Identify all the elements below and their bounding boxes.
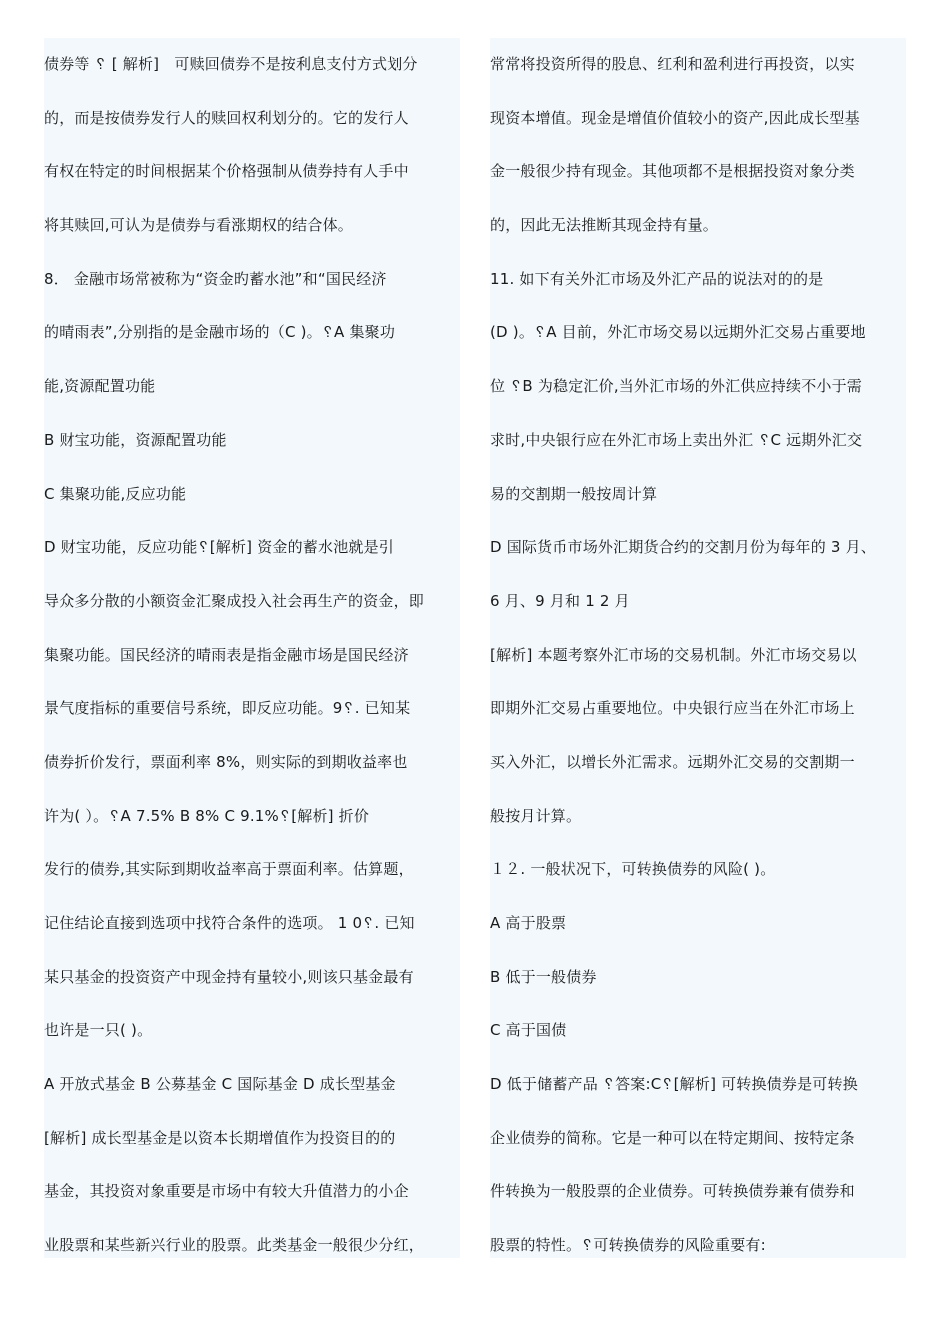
option-b: B 低于一般债券 bbox=[490, 967, 597, 986]
option-d: D 国际货币市场外汇期货合约的交割月份为每年的 3 月、 bbox=[490, 538, 877, 557]
option-a: A 高于股票 bbox=[490, 914, 567, 932]
text-line: 位 ␦B 为稳定汇价,当外汇市场的外汇供应持续不小于需 bbox=[490, 377, 862, 396]
text-line: (D )。␦A 目前，外汇市场交易以远期外汇交易占重要地 bbox=[490, 323, 866, 342]
text-line: 即期外汇交易占重要地位。中央银行应当在外汇市场上 bbox=[490, 699, 855, 718]
option-c: C 高于国债 bbox=[490, 1021, 567, 1040]
option-d: D 低于储蓄产品 ␦答案:C␦[解析] 可转换债券是可转换 bbox=[490, 1075, 858, 1094]
text-line: 常常将投资所得的股息、红利和盈利进行再投资，以实 bbox=[490, 55, 855, 73]
text-line: 集聚功能。国民经济的晴雨表是指金融市场是国民经济 bbox=[44, 645, 409, 664]
options-line: A 开放式基金 B 公募基金 C 国际基金 D 成长型基金 bbox=[44, 1075, 396, 1094]
text-line: 的晴雨表”,分别指的是金融市场的（C )。␦A 集聚功 bbox=[44, 323, 396, 342]
text-line: 景气度指标的重要信号系统，即反应功能。9␦. 已知某 bbox=[44, 699, 411, 718]
text-line: 有权在特定的时间根据某个价格强制从债券持有人手中 bbox=[44, 162, 409, 181]
option-b: B 财宝功能，资源配置功能 bbox=[44, 430, 227, 449]
text-line: 股票的特性。␦可转换债券的风险重要有: bbox=[490, 1236, 766, 1255]
text-line: 买入外汇，以增长外汇需求。远期外汇交易的交割期一 bbox=[490, 752, 855, 771]
text-line: 现资本增值。现金是增值价值较小的资产,因此成长型基 bbox=[490, 108, 860, 127]
text-line: 的，因此无法推断其现金持有量。 bbox=[490, 216, 719, 235]
text-line: 般按月计算。 bbox=[490, 806, 582, 825]
text-line: 易的交割期一般按周计算 bbox=[490, 484, 658, 503]
question-11: 11. 如下有关外汇市场及外汇产品的说法对的的是 bbox=[490, 269, 824, 288]
text-line: 债券折价发行，票面利率 8%，则实际的到期收益率也 bbox=[44, 752, 408, 771]
option-d: D 财宝功能，反应功能␦[解析] 资金的蓄水池就是引 bbox=[44, 538, 394, 557]
text-line: 业股票和某些新兴行业的股票。此类基金一般很少分红， bbox=[44, 1236, 425, 1255]
text-line: 的，而是按债券发行人的赎回权利划分的。它的发行人 bbox=[44, 108, 409, 127]
text-line: 求时,中央银行应在外汇市场上卖出外汇 ␦C 远期外汇交 bbox=[490, 430, 863, 449]
left-column bbox=[44, 38, 460, 1258]
question-8: 8． 金融市场常被称为“资金旳蓄水池”和“国民经济 bbox=[44, 269, 387, 288]
text-line: 某只基金的投资资产中现金持有量较小,则该只基金最有 bbox=[44, 967, 414, 986]
text-line: 记住结论直接到选项中找符合条件的选项。 1 0␦. 已知 bbox=[44, 914, 415, 932]
text-line: 能,资源配置功能 bbox=[44, 377, 156, 396]
text-line: 件转换为一般股票的企业债券。可转换债券兼有债券和 bbox=[490, 1182, 855, 1201]
text-line: 将其赎回,可认为是债券与看涨期权的结合体。 bbox=[44, 216, 353, 235]
text-line: [解析] 成长型基金是以资本长期增值作为投资目的的 bbox=[44, 1128, 396, 1147]
text-line: [解析] 本题考察外汇市场的交易机制。外汇市场交易以 bbox=[490, 645, 857, 664]
option-c: C 集聚功能,反应功能 bbox=[44, 484, 187, 503]
text-line: 发行的债券,其实际到期收益率高于票面利率。估算题， bbox=[44, 860, 414, 879]
text-line: 许为( ）。␦A 7.5% B 8% C 9.1%␦[解析] 折价 bbox=[44, 806, 370, 825]
text-line: 也许是一只( )。 bbox=[44, 1021, 153, 1040]
text-line: 企业债券的简称。它是一种可以在特定期间、按特定条 bbox=[490, 1128, 855, 1147]
text-line: 债券等 ␦ [ 解析] 可赎回债券不是按利息支付方式划分 bbox=[44, 55, 418, 73]
right-column bbox=[490, 38, 906, 1258]
text-line: 导众多分散的小额资金汇聚成投入社会再生产的资金，即 bbox=[44, 591, 425, 610]
question-12: １２. 一般状况下，可转换债券的风险( )。 bbox=[490, 860, 776, 879]
text-line: 6 月、9 月和 1 2 月 bbox=[490, 591, 630, 610]
text-line: 金一般很少持有现金。其他项都不是根据投资对象分类 bbox=[490, 162, 855, 181]
text-line: 基金，其投资对象重要是市场中有较大升值潜力的小企 bbox=[44, 1182, 409, 1201]
